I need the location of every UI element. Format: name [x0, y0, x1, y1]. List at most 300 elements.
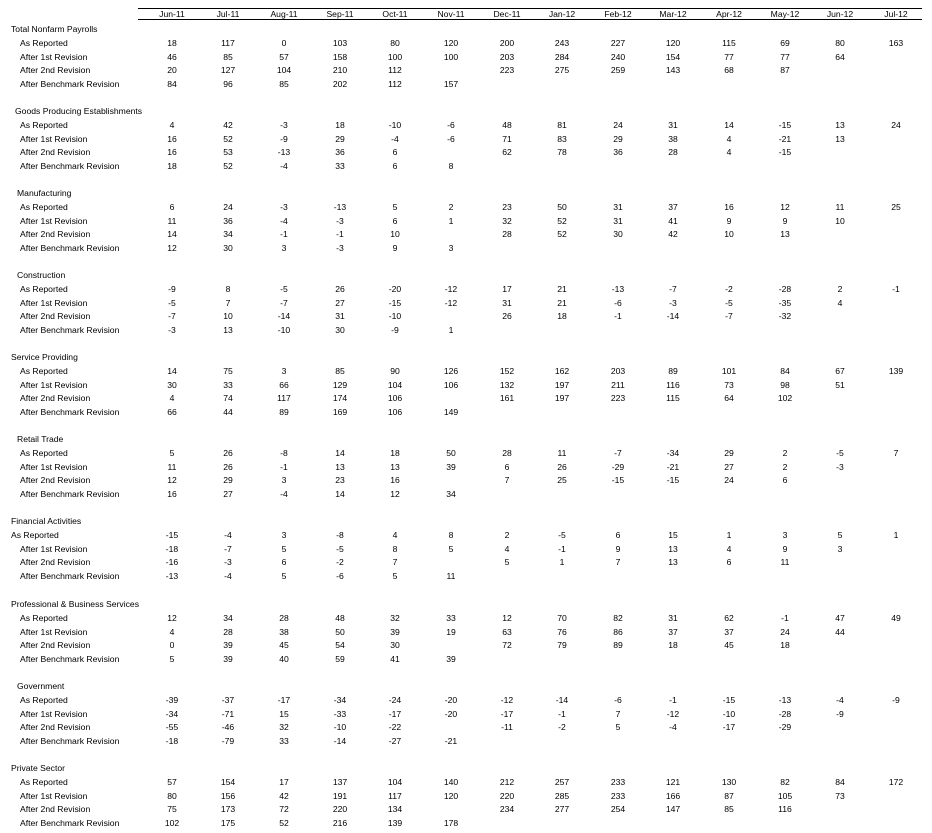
table-cell: 50: [335, 626, 345, 637]
table-cell: -6: [614, 297, 622, 308]
row-label: After 2nd Revision: [20, 393, 91, 404]
table-cell: 18: [557, 311, 567, 322]
table-cell: -7: [614, 448, 622, 458]
table-cell: 26: [223, 448, 233, 458]
table-cell: 23: [502, 202, 512, 212]
table-cell: -7: [725, 311, 733, 322]
table-cell: -10: [277, 325, 291, 336]
row-label: As Reported: [11, 530, 59, 540]
table-cell: 0: [281, 38, 287, 48]
table-cell: 21: [557, 284, 567, 294]
table-cell: 38: [668, 133, 678, 144]
table-cell: 45: [724, 640, 734, 651]
table-cell: -4: [669, 722, 677, 733]
table-cell: -4: [280, 161, 288, 172]
table-cell: 13: [668, 557, 678, 568]
table-cell: 50: [446, 448, 456, 458]
table-cell: 284: [554, 51, 570, 62]
table-cell: 106: [443, 379, 459, 390]
table-cell: -2: [336, 557, 344, 568]
table-cell: 4: [504, 543, 510, 554]
table-cell: 115: [666, 393, 680, 404]
table-cell: -3: [336, 215, 344, 226]
table-cell: 12: [167, 475, 177, 486]
table-cell: 49: [891, 613, 901, 623]
table-cell: 154: [665, 51, 681, 62]
table-cell: 37: [668, 202, 678, 212]
table-cell: 52: [223, 133, 233, 144]
table-cell: 243: [554, 38, 570, 48]
table-cell: -5: [168, 297, 176, 308]
table-cell: -6: [336, 571, 344, 582]
table-cell: 48: [335, 613, 345, 623]
table-cell: 1: [726, 530, 732, 540]
table-cell: 120: [443, 790, 459, 801]
table-cell: 85: [724, 804, 734, 815]
table-cell: 24: [613, 120, 623, 130]
table-cell: 1: [448, 325, 454, 336]
column-header-month: Nov-11: [437, 9, 465, 19]
table-cell: -15: [778, 147, 792, 158]
table-cell: 14: [167, 229, 177, 240]
table-cell: 52: [279, 818, 289, 829]
column-header-month: Sep-11: [326, 9, 354, 19]
table-cell: 3: [281, 366, 287, 376]
table-cell: 212: [499, 777, 515, 787]
table-cell: 16: [167, 133, 177, 144]
table-cell: 18: [668, 640, 678, 651]
row-label: After 1st Revision: [20, 461, 88, 472]
table-cell: -1: [781, 613, 789, 623]
row-label: After Benchmark Revision: [20, 325, 120, 336]
table-cell: -15: [722, 695, 736, 705]
table-cell: 102: [777, 393, 793, 404]
table-cell: 7: [504, 475, 510, 486]
row-label: After 2nd Revision: [20, 557, 91, 568]
table-cell: -34: [333, 695, 347, 705]
table-cell: 37: [724, 626, 734, 637]
table-cell: 84: [167, 79, 177, 90]
table-cell: 158: [332, 51, 348, 62]
table-cell: -13: [277, 147, 291, 158]
section-title: Goods Producing Establishments: [15, 106, 143, 116]
table-cell: 6: [392, 215, 398, 226]
table-cell: -17: [388, 708, 402, 719]
table-cell: 12: [780, 202, 790, 212]
row-label: As Reported: [20, 202, 68, 212]
table-cell: -2: [558, 722, 566, 733]
table-cell: 112: [388, 79, 402, 90]
table-cell: 16: [167, 147, 177, 158]
table-cell: 203: [499, 51, 515, 62]
table-cell: 105: [777, 790, 793, 801]
table-cell: 36: [613, 147, 623, 158]
table-cell: 13: [835, 120, 845, 130]
table-cell: 80: [835, 38, 845, 48]
table-cell: 4: [726, 133, 732, 144]
row-label: After 2nd Revision: [20, 147, 91, 158]
table-cell: 6: [726, 557, 732, 568]
table-cell: 202: [332, 79, 348, 90]
table-cell: 7: [615, 557, 621, 568]
table-cell: -28: [778, 284, 792, 294]
table-cell: 275: [554, 65, 570, 76]
table-cell: 11: [167, 461, 177, 472]
table-cell: 14: [335, 448, 345, 458]
table-cell: 42: [279, 790, 289, 801]
table-cell: 9: [782, 543, 788, 554]
table-cell: 17: [279, 777, 289, 787]
table-cell: -16: [165, 557, 179, 568]
table-cell: 197: [554, 393, 570, 404]
table-cell: 8: [225, 284, 231, 294]
table-cell: -3: [224, 557, 232, 568]
table-cell: -13: [778, 695, 792, 705]
table-cell: 161: [499, 393, 515, 404]
table-cell: 18: [780, 640, 790, 651]
table-cell: 73: [835, 790, 845, 801]
table-cell: 4: [392, 530, 398, 540]
table-cell: 10: [724, 229, 734, 240]
table-cell: 7: [225, 297, 231, 308]
table-cell: 5: [615, 722, 621, 733]
table-cell: 130: [721, 777, 737, 787]
table-cell: -55: [165, 722, 179, 733]
table-cell: 134: [387, 804, 403, 815]
table-cell: -20: [444, 695, 458, 705]
table-cell: 106: [387, 393, 403, 404]
table-cell: 90: [390, 366, 400, 376]
table-cell: 5: [281, 571, 287, 582]
table-cell: 19: [446, 626, 456, 637]
column-header-month: Oct-11: [382, 9, 408, 19]
table-cell: -5: [280, 284, 288, 294]
table-cell: 6: [615, 530, 621, 540]
table-cell: 24: [780, 626, 790, 637]
table-cell: 5: [504, 557, 510, 568]
table-cell: 89: [279, 407, 289, 418]
table-cell: 9: [392, 243, 398, 254]
table-cell: 31: [613, 202, 623, 212]
column-header-month: Jul-12: [884, 9, 908, 19]
table-cell: 139: [888, 366, 904, 376]
table-cell: 67: [835, 366, 845, 376]
table-cell: 6: [281, 557, 287, 568]
table-cell: 129: [332, 379, 348, 390]
table-cell: 285: [554, 790, 570, 801]
table-cell: 11: [557, 448, 567, 458]
table-cell: -7: [280, 297, 288, 308]
table-cell: 18: [167, 161, 177, 172]
table-cell: 40: [279, 654, 289, 665]
row-label: After 1st Revision: [20, 790, 88, 801]
table-cell: 149: [443, 407, 459, 418]
table-cell: 6: [504, 461, 510, 472]
table-cell: 166: [665, 790, 681, 801]
table-cell: 75: [223, 366, 233, 376]
table-cell: 203: [610, 366, 626, 376]
table-cell: -13: [611, 284, 625, 294]
table-cell: 39: [223, 640, 233, 651]
table-cell: 1: [893, 530, 899, 540]
table-cell: 31: [613, 215, 623, 226]
row-label: As Reported: [20, 695, 68, 705]
table-cell: 3: [281, 475, 287, 486]
table-cell: 32: [279, 722, 289, 733]
table-cell: 4: [169, 626, 175, 637]
table-cell: -34: [165, 708, 179, 719]
table-cell: -10: [333, 722, 347, 733]
table-cell: -17: [722, 722, 736, 733]
table-cell: 234: [499, 804, 515, 815]
table-cell: 39: [223, 654, 233, 665]
table-cell: 117: [221, 38, 235, 48]
table-cell: 5: [837, 530, 843, 540]
table-cell: 152: [499, 366, 515, 376]
row-label: After Benchmark Revision: [20, 736, 120, 747]
table-cell: 34: [223, 613, 233, 623]
table-cell: -5: [558, 530, 566, 540]
table-cell: 2: [504, 530, 510, 540]
table-cell: -1: [892, 284, 900, 294]
table-cell: 23: [335, 475, 345, 486]
row-label: After 1st Revision: [20, 708, 88, 719]
table-cell: -3: [168, 325, 176, 336]
table-cell: -9: [168, 284, 176, 294]
column-header-month: Jun-11: [159, 9, 185, 19]
row-label: After 1st Revision: [20, 51, 88, 62]
table-cell: -1: [558, 543, 566, 554]
table-cell: 30: [613, 229, 623, 240]
table-cell: 211: [611, 379, 625, 390]
table-cell: 29: [335, 133, 345, 144]
table-cell: -33: [333, 708, 347, 719]
table-cell: -17: [500, 708, 514, 719]
table-cell: 277: [554, 804, 570, 815]
table-cell: 24: [223, 202, 233, 212]
row-label: After Benchmark Revision: [20, 161, 120, 172]
table-cell: 100: [387, 51, 403, 62]
section-title: Professional & Business Services: [11, 599, 140, 609]
table-cell: -37: [221, 695, 235, 705]
table-cell: -15: [165, 530, 179, 540]
table-cell: -29: [778, 722, 792, 733]
table-cell: 223: [610, 393, 626, 404]
table-cell: 12: [167, 613, 177, 623]
table-cell: -24: [388, 695, 402, 705]
table-cell: 85: [223, 51, 233, 62]
table-cell: 52: [557, 215, 567, 226]
table-cell: -20: [444, 708, 458, 719]
table-cell: 10: [835, 215, 845, 226]
table-cell: 2: [837, 284, 843, 294]
table-cell: 13: [223, 325, 233, 336]
table-cell: -14: [333, 736, 347, 747]
table-cell: -4: [836, 695, 844, 705]
table-cell: 137: [332, 777, 348, 787]
table-cell: 69: [780, 38, 790, 48]
row-label: After Benchmark Revision: [20, 243, 120, 254]
table-cell: 82: [780, 777, 790, 787]
table-cell: 112: [388, 65, 402, 76]
column-header-month: Jan-12: [548, 9, 576, 19]
table-cell: -13: [333, 202, 347, 212]
table-cell: 162: [554, 366, 570, 376]
table-cell: 78: [557, 147, 567, 158]
table-cell: 42: [668, 229, 678, 240]
table-cell: 3: [448, 243, 454, 254]
table-cell: -34: [666, 448, 680, 458]
table-cell: -5: [836, 448, 844, 458]
table-cell: 14: [335, 489, 345, 500]
table-cell: -12: [444, 297, 458, 308]
table-cell: 7: [615, 708, 621, 719]
table-cell: 127: [220, 65, 236, 76]
row-label: After 2nd Revision: [20, 722, 91, 733]
table-cell: -35: [778, 297, 792, 308]
table-cell: 143: [665, 65, 681, 76]
table-cell: 33: [223, 379, 233, 390]
table-cell: 220: [332, 804, 348, 815]
table-cell: -1: [280, 229, 288, 240]
table-cell: 174: [332, 393, 348, 404]
table-cell: 89: [613, 640, 623, 651]
table-cell: 157: [443, 79, 459, 90]
table-cell: -15: [778, 120, 792, 130]
table-cell: 101: [721, 366, 737, 376]
table-cell: 18: [335, 120, 345, 130]
table-cell: 84: [835, 777, 845, 787]
table-cell: 200: [499, 38, 515, 48]
section-title: Financial Activities: [11, 516, 82, 526]
table-cell: 28: [502, 448, 512, 458]
table-cell: 31: [668, 613, 678, 623]
table-cell: 15: [668, 530, 678, 540]
row-label: After 1st Revision: [20, 543, 88, 554]
table-cell: 62: [502, 147, 512, 158]
row-label: After 2nd Revision: [20, 640, 91, 651]
table-cell: 59: [335, 654, 345, 665]
table-cell: 71: [502, 133, 512, 144]
table-cell: -3: [336, 243, 344, 254]
table-cell: 32: [502, 215, 512, 226]
table-cell: 178: [443, 818, 459, 829]
table-cell: 54: [335, 640, 345, 651]
section-title: Government: [17, 681, 65, 691]
table-cell: 6: [392, 161, 398, 172]
table-cell: 81: [557, 120, 567, 130]
row-label: After 1st Revision: [20, 626, 88, 637]
table-cell: 96: [223, 79, 233, 90]
table-cell: -29: [611, 461, 625, 472]
table-cell: 73: [724, 379, 734, 390]
table-cell: 1: [559, 557, 565, 568]
table-cell: -4: [224, 571, 232, 582]
table-cell: -17: [277, 695, 291, 705]
table-cell: 2: [448, 202, 454, 212]
table-cell: 21: [557, 297, 567, 308]
table-cell: -14: [666, 311, 680, 322]
table-cell: -18: [165, 736, 179, 747]
table-cell: 15: [279, 708, 289, 719]
table-cell: 80: [390, 38, 400, 48]
row-label: As Reported: [20, 366, 68, 376]
table-cell: -8: [336, 530, 344, 540]
row-label: After 2nd Revision: [20, 475, 91, 486]
table-cell: -21: [666, 461, 680, 472]
table-cell: 76: [557, 626, 567, 637]
column-header-month: Jul-11: [216, 9, 240, 19]
table-cell: 79: [557, 640, 567, 651]
table-cell: 11: [835, 202, 845, 212]
column-header-month: Aug-11: [270, 9, 298, 19]
table-cell: 233: [610, 777, 626, 787]
table-cell: -3: [280, 120, 288, 130]
table-cell: -27: [388, 736, 402, 747]
table-cell: 34: [223, 229, 233, 240]
column-header-month: Dec-11: [493, 9, 521, 19]
row-label: After Benchmark Revision: [20, 818, 120, 829]
row-label: As Reported: [20, 38, 68, 48]
table-cell: 26: [223, 461, 233, 472]
table-cell: 16: [724, 202, 734, 212]
table-cell: 106: [387, 407, 403, 418]
table-cell: 62: [724, 613, 734, 623]
table-cell: 7: [893, 448, 899, 458]
table-cell: -9: [391, 325, 399, 336]
table-cell: 5: [169, 448, 175, 458]
section-title: Total Nonfarm Payrolls: [11, 24, 98, 34]
table-cell: -9: [280, 133, 288, 144]
table-cell: -12: [444, 284, 458, 294]
table-cell: -20: [388, 284, 402, 294]
table-cell: 3: [837, 543, 843, 554]
table-cell: 132: [499, 379, 515, 390]
table-cell: -21: [444, 736, 458, 747]
table-cell: 115: [722, 38, 736, 48]
row-label: After 1st Revision: [20, 379, 88, 390]
table-cell: 83: [557, 133, 567, 144]
table-cell: -11: [501, 722, 513, 733]
table-cell: 121: [665, 777, 681, 787]
table-cell: -32: [778, 311, 792, 322]
table-cell: 45: [279, 640, 289, 651]
section-title: Construction: [17, 270, 66, 280]
table-cell: 28: [223, 626, 233, 637]
table-cell: 68: [724, 65, 734, 76]
table-cell: 5: [392, 571, 398, 582]
table-cell: 85: [279, 79, 289, 90]
table-cell: 27: [335, 297, 345, 308]
table-cell: 1: [448, 215, 454, 226]
table-cell: 39: [390, 626, 400, 637]
table-cell: 82: [613, 613, 623, 623]
table-cell: 31: [668, 120, 678, 130]
table-cell: -3: [669, 297, 677, 308]
table-cell: -1: [280, 461, 288, 472]
table-cell: 126: [443, 366, 459, 376]
table-cell: 10: [390, 229, 400, 240]
table-cell: 51: [835, 379, 845, 390]
table-cell: 104: [387, 777, 403, 787]
row-label: After 1st Revision: [20, 215, 88, 226]
table-cell: -28: [778, 708, 792, 719]
table-cell: 53: [223, 147, 233, 158]
table-cell: 169: [332, 407, 348, 418]
table-cell: -12: [666, 708, 680, 719]
table-cell: 20: [167, 65, 177, 76]
table-cell: 28: [279, 613, 289, 623]
